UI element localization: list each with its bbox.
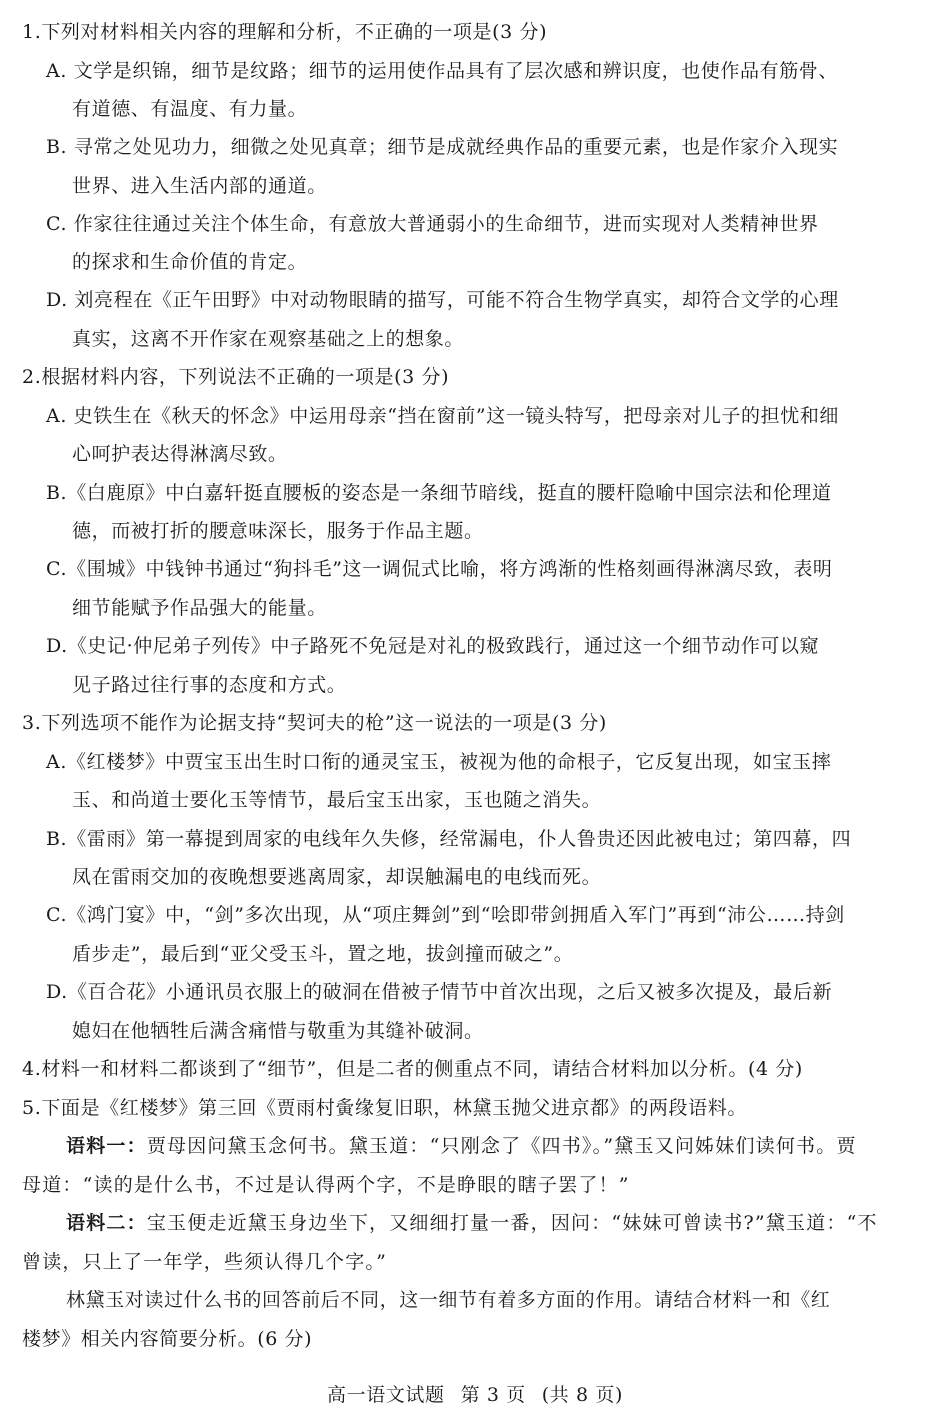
q1-option-d-line1: D. 刘亮程在《正午田野》中对动物眼睛的描写，可能不符合生物学真实，却符合文学的心理 [46, 289, 839, 311]
q2-option-b-line2: 德，而被打折的腰意味深长，服务于作品主题。 [72, 520, 484, 542]
q5-material-1-text: 贾母因问黛玉念何书。黛玉道：“只刚念了《四书》。”黛玉又问姊妹们读何书。贾 [146, 1135, 857, 1157]
q2-option-d-line2: 见子路过往行事的态度和方式。 [72, 674, 347, 696]
q1-option-b-line1: B. 寻常之处见功力，细微之处见真章；细节是成就经典作品的重要元素，也是作家介入现实 [46, 136, 839, 158]
q2-option-c-line1: C.《围城》中钱钟书通过“狗抖毛”这一调侃式比喻，将方鸿渐的性格刻画得淋漓尽致，表明 [46, 558, 833, 580]
footer-page-number: 第 3 页 [460, 1384, 526, 1406]
footer-total-pages: (共 8 页) [541, 1384, 623, 1406]
q1-option-d-line2: 真实，这离不开作家在观察基础之上的想象。 [72, 328, 465, 350]
q3-option-a-line2: 玉、和尚道士要化玉等情节，最后宝玉出家，玉也随之消失。 [72, 789, 602, 811]
q5-material-1-line1 [66, 1134, 857, 1158]
q3-stem: 3.下列选项不能作为论据支持“契诃夫的枪”这一说法的一项是(3 分) [22, 712, 607, 734]
q5-material-1-line2: 母道：“读的是什么书，不过是认得两个字，不是睁眼的瞎子罢了！” [22, 1174, 630, 1196]
q5-material-2-label: 语料二： [66, 1212, 147, 1234]
q3-option-b-line1: B.《雷雨》第一幕提到周家的电线年久失修，经常漏电，仆人鲁贵还因此被电过；第四幕，四 [46, 828, 852, 850]
q2-option-a-line2: 心呵护表达得淋漓尽致。 [72, 443, 288, 465]
q2-stem: 2.根据材料内容，下列说法不正确的一项是(3 分) [22, 366, 450, 388]
q5-material-2-line1 [66, 1211, 878, 1235]
q1-stem: 1.下列对材料相关内容的理解和分析，不正确的一项是(3 分) [22, 21, 548, 43]
q5-material-2-text: 宝玉便走近黛玉身边坐下，又细细打量一番，因问：“妹妹可曾读书?”黛玉道：“不 [146, 1212, 878, 1234]
q3-option-c-line2: 盾步走”，最后到“亚父受玉斗，置之地，拔剑撞而破之”。 [72, 943, 574, 965]
q1-option-c-line1: C. 作家往往通过关注个体生命，有意放大普通弱小的生命细节，进而实现对人类精神世界 [46, 213, 819, 235]
q1-option-a-line2: 有道德、有温度、有力量。 [72, 98, 308, 120]
q5-stem: 5.下面是《红楼梦》第三回《贾雨村夤缘复旧职，林黛玉抛父进京都》的两段语料。 [22, 1097, 747, 1119]
q4-stem: 4.材料一和材料二都谈到了“细节”，但是二者的侧重点不同，请结合材料加以分析。(4 分) [22, 1058, 803, 1080]
q5-prompt-line1: 林黛玉对读过什么书的回答前后不同，这一细节有着多方面的作用。请结合材料一和《红 [66, 1289, 831, 1311]
q1-option-b-line2: 世界、进入生活内部的通道。 [72, 175, 327, 197]
q3-option-d-line1: D.《百合花》小通讯员衣服上的破洞在借被子情节中首次出现，之后又被多次提及，最后新 [46, 981, 833, 1003]
q3-option-d-line2: 媳妇在他牺牲后满含痛惜与敬重为其缝补破洞。 [72, 1020, 484, 1042]
q5-material-2-line2: 曾读，只上了一年学，些须认得几个字。” [22, 1251, 388, 1273]
q1-option-a-line1: A. 文学是织锦，细节是纹路；细节的运用使作品具有了层次感和辨识度，也使作品有筋骨、 [46, 60, 839, 82]
q2-option-c-line2: 细节能赋予作品强大的能量。 [72, 597, 327, 619]
q5-prompt-line2: 楼梦》相关内容简要分析。(6 分) [22, 1328, 313, 1350]
footer-subject: 高一语文试题 [327, 1384, 445, 1406]
q2-option-b-line1: B.《白鹿原》中白嘉轩挺直腰板的姿态是一条细节暗线，挺直的腰杆隐喻中国宗法和伦理道 [46, 482, 832, 504]
q2-option-d-line1: D.《史记·仲尼弟子列传》中子路死不免冠是对礼的极致践行，通过这一个细节动作可以窥 [46, 635, 820, 657]
q3-option-c-line1: C.《鸿门宴》中，“剑”多次出现，从“项庄舞剑”到“哙即带剑拥盾入军门”再到“沛公……持剑 [46, 904, 845, 926]
q5-material-1-label: 语料一： [66, 1135, 147, 1157]
q3-option-a-line1: A.《红楼梦》中贾宝玉出生时口衔的通灵宝玉，被视为他的命根子，它反复出现，如宝玉摔 [46, 751, 832, 773]
page-footer [0, 1383, 950, 1407]
q3-option-b-line2: 凤在雷雨交加的夜晚想要逃离周家，却误触漏电的电线而死。 [72, 866, 602, 888]
q1-option-c-line2: 的探求和生命价值的肯定。 [72, 251, 308, 273]
q2-option-a-line1: A. 史铁生在《秋天的怀念》中运用母亲“挡在窗前”这一镜头特写，把母亲对儿子的担忧和细 [46, 405, 840, 427]
